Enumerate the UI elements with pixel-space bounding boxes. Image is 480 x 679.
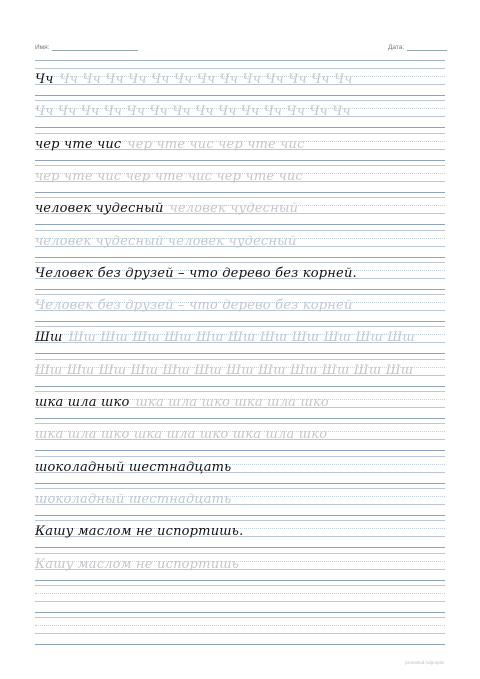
header-rule <box>35 60 445 61</box>
guide-line <box>35 450 445 451</box>
row-text <box>35 460 237 476</box>
date-blank-line[interactable] <box>407 50 447 51</box>
row-text <box>35 169 303 185</box>
trace-text: шка шла шко шка шла шко <box>135 395 329 410</box>
name-field <box>35 44 138 51</box>
guide-line <box>35 321 445 322</box>
guide-line <box>35 224 445 225</box>
sample-text: Шш <box>35 330 63 346</box>
guide-line <box>35 617 445 618</box>
writing-row <box>35 520 445 548</box>
trace-text: Чч Чч Чч Чч Чч Чч Чч Чч Чч Чч Чч Чч Чч <box>59 72 353 87</box>
guide-line <box>35 423 445 424</box>
writing-row <box>35 553 445 581</box>
name-label: Имя: <box>35 44 50 51</box>
guide-line <box>35 515 445 516</box>
guide-line <box>35 353 445 354</box>
row-text <box>35 330 415 346</box>
sample-text: Кашу маслом не испортишь. <box>35 524 244 540</box>
guide-line <box>35 294 445 295</box>
trace-text: Шш Шш Шш Шш Шш Шш Шш Шш Шш Шш Шш Шш <box>35 362 414 378</box>
guide-line <box>35 359 445 360</box>
name-blank-line[interactable] <box>52 50 138 51</box>
sample-text: чер чте чис <box>35 136 122 152</box>
guide-line <box>35 483 445 484</box>
sample-text: шоколадный шестнадцать <box>35 459 232 475</box>
trace-text: шка шла шко шка шла шко шка шла шко <box>35 427 328 443</box>
row-text <box>35 395 329 411</box>
guide-line <box>35 553 445 554</box>
sample-text: шка шла шко <box>35 395 130 410</box>
writing-row <box>35 585 445 613</box>
guide-line <box>35 612 445 613</box>
guide-line <box>35 580 445 581</box>
guide-line <box>35 625 445 626</box>
trace-text: человек чудесный <box>169 201 299 217</box>
row-text <box>35 298 353 314</box>
writing-row <box>35 165 445 193</box>
writing-row <box>35 197 445 225</box>
writing-row <box>35 391 445 419</box>
guide-line <box>35 160 445 161</box>
guide-line <box>35 289 445 290</box>
guide-line <box>35 192 445 193</box>
trace-text: чер чте чис чер чте чис <box>127 136 305 152</box>
trace-text: шоколадный шестнадцать <box>35 491 232 507</box>
guide-line <box>35 488 445 489</box>
row-text <box>35 427 327 443</box>
writing-row <box>35 294 445 322</box>
guide-line <box>35 456 445 457</box>
writing-row <box>35 617 445 645</box>
row-text <box>35 524 249 540</box>
writing-row <box>35 133 445 161</box>
guide-line <box>35 391 445 392</box>
guide-line <box>35 197 445 198</box>
guide-line <box>35 520 445 521</box>
writing-row <box>35 456 445 484</box>
trace-text: Чч Чч Чч Чч Чч Чч Чч Чч Чч Чч Чч Чч Чч Чч <box>35 104 351 120</box>
guide-line <box>35 165 445 166</box>
writing-row <box>35 423 445 451</box>
writing-row <box>35 230 445 258</box>
trace-text: Шш Шш Шш Шш Шш Шш Шш Шш Шш Шш Шш <box>68 330 415 346</box>
row-text <box>35 266 363 282</box>
trace-text: чер чте чис чер чте чис чер чте чис <box>35 168 303 184</box>
writing-row <box>35 326 445 354</box>
guide-line <box>35 68 445 69</box>
row-text <box>35 557 239 573</box>
writing-row <box>35 100 445 128</box>
writing-row <box>35 488 445 516</box>
row-text <box>35 363 413 379</box>
guide-line <box>35 418 445 419</box>
sample-text: человек чудесный <box>35 201 164 217</box>
guide-line <box>35 547 445 548</box>
guide-line <box>35 230 445 231</box>
guide-line <box>35 127 445 128</box>
writing-row <box>35 359 445 387</box>
row-text <box>35 72 353 88</box>
trace-text: Человек без друзей – что дерево без корней <box>35 298 353 314</box>
guide-line <box>35 386 445 387</box>
trace-text: Кашу маслом не испортишь <box>35 556 240 572</box>
row-text <box>35 234 297 250</box>
guide-line <box>35 257 445 258</box>
guide-line <box>35 262 445 263</box>
guide-line <box>35 644 445 645</box>
date-field <box>388 44 447 51</box>
writing-row <box>35 68 445 96</box>
trace-text: человек чудесный человек чудесный <box>35 233 297 249</box>
guide-line <box>35 326 445 327</box>
guide-line <box>35 593 445 594</box>
guide-line <box>35 95 445 96</box>
sample-text: Человек без друзей – что дерево без корней. <box>35 265 357 281</box>
date-label: Дата: <box>388 44 405 51</box>
guide-line <box>35 601 445 602</box>
writing-row <box>35 262 445 290</box>
guide-line <box>35 633 445 634</box>
row-text <box>35 104 351 120</box>
credit-text: prometod.ru/propisi <box>405 660 444 665</box>
row-text <box>35 492 231 508</box>
row-text <box>35 201 298 217</box>
guide-line <box>35 133 445 134</box>
guide-line <box>35 585 445 586</box>
guide-line <box>35 100 445 101</box>
sample-text: Чч <box>35 72 54 87</box>
row-text <box>35 137 305 153</box>
